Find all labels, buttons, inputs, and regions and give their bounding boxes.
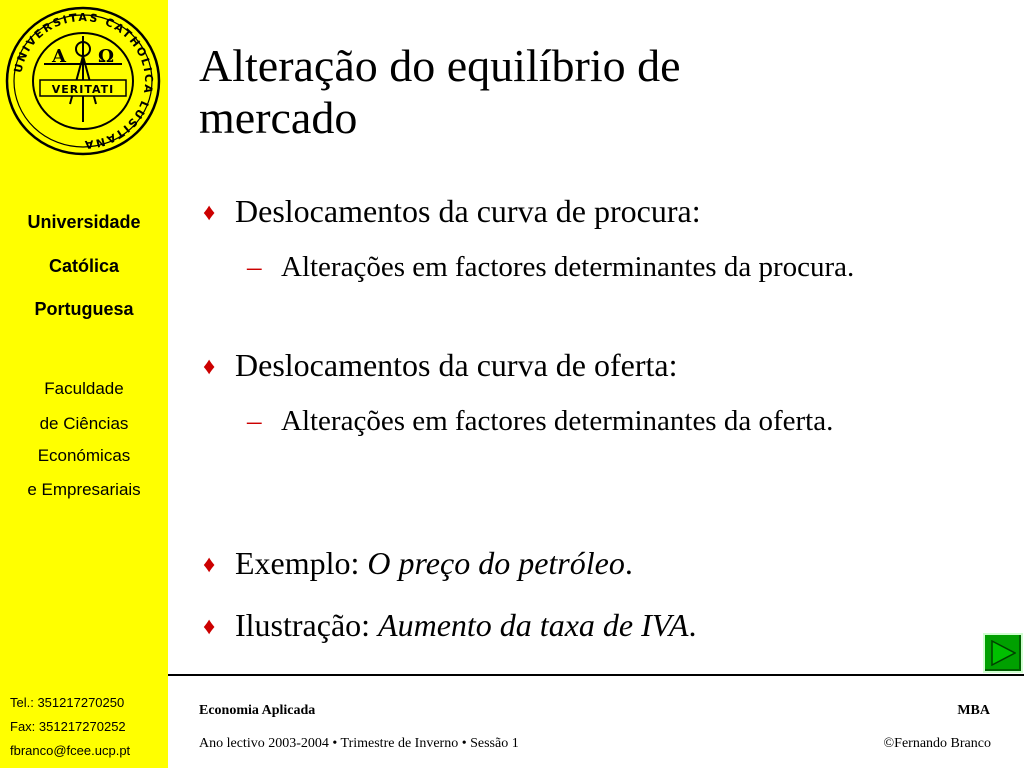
diamond-bullet-icon: ♦ [203, 552, 216, 578]
bullet-illustration [203, 607, 696, 645]
university-name-line2: Católica [48, 256, 120, 276]
contact-tel: Tel.: 351217270250 [10, 695, 125, 710]
illustration-suffix: . [688, 607, 697, 643]
slide-title-line2: mercado [199, 92, 358, 143]
example-prefix: Exemplo: [235, 545, 368, 581]
next-slide-button[interactable] [983, 633, 1023, 673]
dash-bullet-icon: – [247, 405, 262, 437]
seal-motto: VERITATI [51, 83, 115, 96]
sub-bullet-supply-factors [247, 404, 967, 438]
university-name-line3: Portuguesa [34, 299, 134, 319]
illustration-prefix: Ilustração: [235, 607, 379, 643]
example-suffix: . [624, 545, 633, 581]
diamond-bullet-icon: ♦ [203, 200, 216, 226]
faculty-line3: Económicas [37, 446, 131, 465]
sidebar [0, 0, 168, 768]
svg-text:Ω: Ω [98, 46, 115, 67]
bullet-text: Deslocamentos da curva de oferta: [235, 347, 678, 383]
play-triangle-icon [990, 640, 1016, 666]
bullet-text: Deslocamentos da curva de procura: [235, 193, 701, 229]
faculty-line4: e Empresariais [27, 480, 141, 499]
sub-bullet-text: Alterações em factores determinantes da procura. [281, 251, 855, 283]
slide-title-line1: Alteração do equilíbrio de [199, 40, 681, 91]
bullet-example [203, 545, 633, 583]
footer-course: Economia Aplicada [199, 703, 316, 718]
sub-bullet-demand-factors [247, 250, 967, 284]
faculty-line1: Faculdade [44, 379, 124, 398]
sub-bullet-text: Alterações em factores determinantes da oferta. [281, 405, 834, 437]
university-name-line1: Universidade [27, 212, 141, 232]
slide-title [199, 40, 959, 144]
illustration-italic: Aumento da taxa de IVA [378, 607, 689, 643]
contact-email: fbranco@fcee.ucp.pt [10, 743, 131, 758]
footer-session: Ano lectivo 2003-2004 • Trimestre de Inverno • Sessão 1 [199, 736, 519, 751]
diamond-bullet-icon: ♦ [203, 354, 216, 380]
faculty-line2: de Ciências [39, 414, 129, 433]
bullet-supply-shift [203, 347, 677, 385]
example-italic: O preço do petróleo [367, 545, 625, 581]
footer-divider [168, 674, 1024, 676]
university-seal-icon [4, 4, 162, 158]
footer-copyright: ©Fernando Branco [883, 736, 991, 751]
diamond-bullet-icon: ♦ [203, 614, 216, 640]
bullet-demand-shift [203, 193, 701, 231]
contact-fax: Fax: 351217270252 [10, 719, 126, 734]
dash-bullet-icon: – [247, 251, 262, 283]
footer-program: MBA [957, 703, 990, 718]
seal-ring-text: UNIVERSITAS CATHOLICA LUSITANA [11, 10, 156, 152]
svg-text:A: A [52, 46, 66, 67]
